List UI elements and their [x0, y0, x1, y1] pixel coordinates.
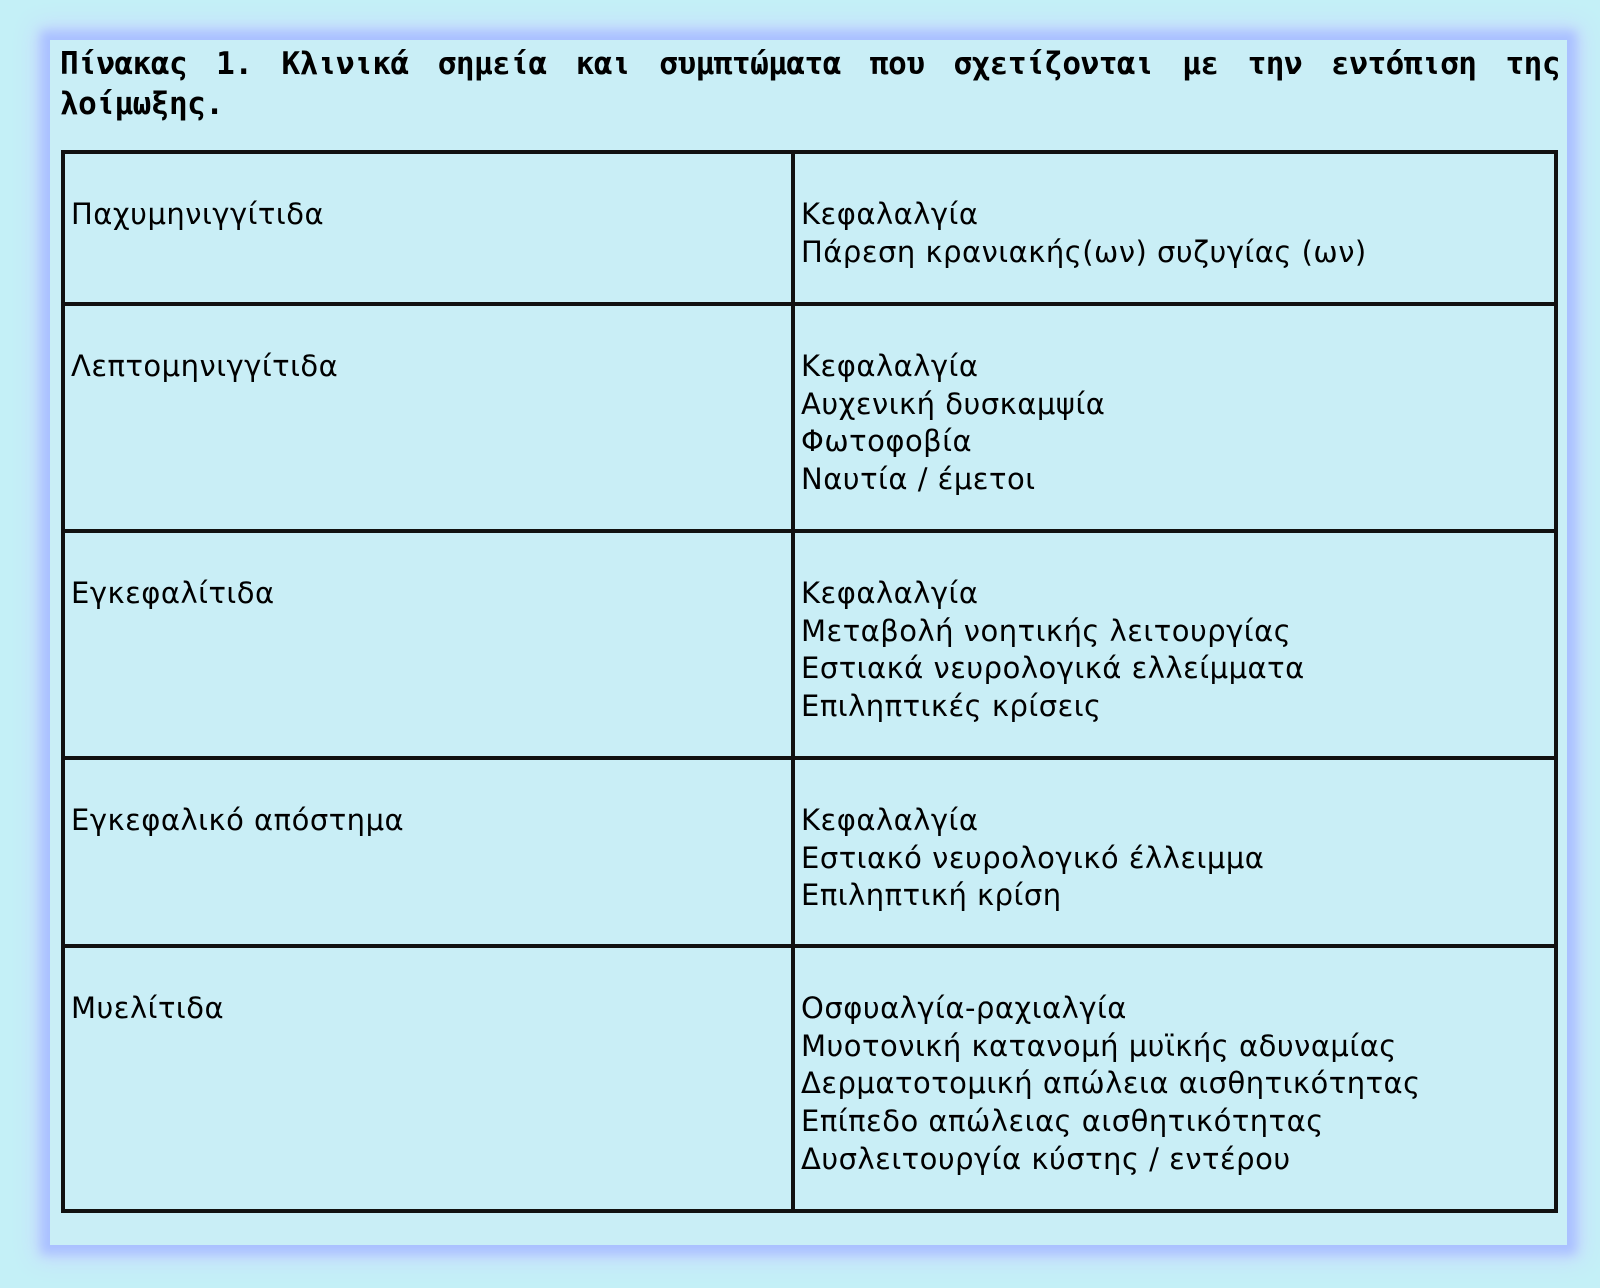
- condition-cell: Παχυμηνιγγίτιδα: [63, 152, 793, 304]
- clinical-signs-table: [61, 150, 1558, 1213]
- symptom-item: Εστιακό νευρολογικό έλλειμμα: [801, 840, 1265, 875]
- symptom-item: Φωτοφοβία: [801, 424, 973, 459]
- condition-cell: Λεπτομηνιγγίτιδα: [63, 304, 793, 531]
- symptoms-cell: [793, 946, 1556, 1211]
- symptom-item: Επίπεδο απώλειας αισθητικότητας: [801, 1104, 1324, 1139]
- symptom-item: Κεφαλαλγία: [801, 803, 979, 837]
- symptoms-cell: [793, 531, 1556, 758]
- condition-cell: Εγκεφαλικό απόστημα: [63, 758, 793, 946]
- table-row: [63, 304, 1556, 531]
- table-row: [63, 758, 1556, 946]
- symptoms-cell: [793, 304, 1556, 531]
- table-row: [63, 152, 1556, 304]
- symptom-item: Μυοτονική κατανομή μυϊκής αδυναμίας: [801, 1028, 1397, 1063]
- symptom-item: Δερματοτομική απώλεια αισθητικότητας: [801, 1066, 1421, 1101]
- symptom-item: Πάρεση κρανιακής(ων) συζυγίας (ων): [801, 234, 1367, 269]
- symptom-item: Κεφαλαλγία: [801, 349, 979, 383]
- table-row: [63, 531, 1556, 758]
- condition-cell: Μυελίτιδα: [63, 946, 793, 1211]
- symptoms-cell: [793, 152, 1556, 304]
- condition-cell: Εγκεφαλίτιδα: [63, 531, 793, 758]
- symptom-item: Ναυτία / έμετοι: [801, 462, 1036, 497]
- symptom-item: Εστιακά νευρολογικά ελλείμματα: [801, 651, 1305, 686]
- symptom-item: Αυχενική δυσκαμψία: [801, 386, 1106, 421]
- symptom-item: Δυσλειτουργία κύστης / εντέρου: [801, 1141, 1291, 1176]
- symptom-item: Επιληπτική κρίση: [801, 878, 1062, 913]
- symptom-item: Επιληπτικές κρίσεις: [801, 689, 1102, 724]
- table-row: [63, 946, 1556, 1211]
- table-caption: Πίνακας 1. Κλινικά σημεία και συμπτώματα που σχετίζονται με την εντόπιση της λοίμωξης.: [60, 46, 1560, 122]
- symptom-item: Κεφαλαλγία: [801, 576, 979, 610]
- symptom-item: Μεταβολή νοητικής λειτουργίας: [801, 613, 1292, 648]
- symptom-item: Κεφαλαλγία: [801, 197, 979, 231]
- symptom-item: Οσφυαλγία-ραχιαλγία: [801, 991, 1127, 1025]
- symptoms-cell: [793, 758, 1556, 946]
